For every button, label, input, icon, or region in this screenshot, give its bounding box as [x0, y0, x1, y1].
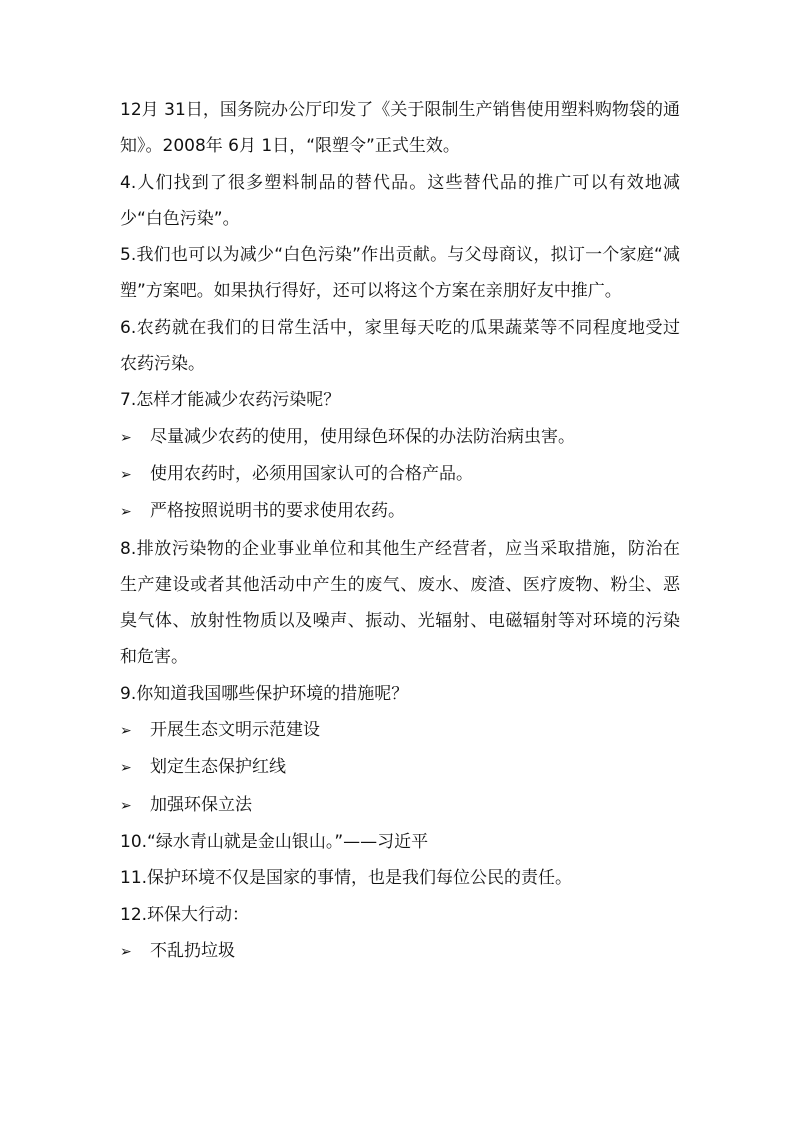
bullet-item	[120, 712, 680, 749]
arrow-bullet-icon: ➢	[120, 504, 132, 521]
bullet-text: 严格按照说明书的要求使用农药。	[150, 501, 405, 522]
arrow-bullet-icon: ➢	[120, 429, 132, 446]
bullet-text: 使用农药时，必须用国家认可的合格产品。	[150, 463, 473, 484]
paragraph-item-5: 5.我们也可以为减少“白色污染”作出贡献。与父母商议，拟订一个家庭“减塑”方案吧。如果执行得好，还可以将这个方案在亲朋好友中推广。	[120, 245, 680, 302]
paragraph-item-10-quote: 10.“绿水青山就是金山银山。”——习近平	[120, 831, 429, 852]
paragraph-item-6: 6.农药就在我们的日常生活中，家里每天吃的瓜果蔬菜等不同程度地受过农药污染。	[120, 317, 680, 375]
bullet-item	[120, 933, 680, 970]
bullet-item	[120, 456, 680, 493]
bullet-text: 尽量减少农药的使用，使用绿色环保的办法防治病虫害。	[150, 426, 575, 447]
bullet-text: 加强环保立法	[150, 794, 252, 815]
arrow-bullet-icon: ➢	[120, 797, 132, 814]
paragraph-item-8: 8.排放污染物的企业事业单位和其他生产经营者，应当采取措施，防治在生产建设或者其他活动中产生的废气、废水、废渣、医疗废物、粉尘、恶臭气体、放射性物质以及噪声、振动、光辐射、电磁辐射等对环境的污染和危害。	[120, 538, 680, 668]
paragraph-item-7: 7.怎样才能减少农药污染呢？	[120, 390, 341, 411]
paragraph-item-11: 11.保护环境不仅是国家的事情，也是我们每位公民的责任。	[120, 868, 573, 889]
paragraph-item-9: 9.你知道我国哪些保护环境的措施呢？	[120, 683, 409, 704]
bullet-text: 不乱扔垃圾	[150, 940, 235, 961]
bullet-item	[120, 493, 680, 530]
bullet-text: 划定生态保护红线	[150, 757, 286, 778]
document-body	[120, 92, 680, 970]
arrow-bullet-icon: ➢	[120, 466, 132, 483]
bullet-text: 开展生态文明示范建设	[150, 720, 320, 741]
arrow-bullet-icon: ➢	[120, 760, 132, 777]
paragraph-plastic-limit-order: 12月 31日，国务院办公厅印发了《关于限制生产销售使用塑料购物袋的通知》。2008年 6月 1日，“限塑令”正式生效。	[120, 100, 680, 157]
paragraph-item-4: 4.人们找到了很多塑料制品的替代品。这些替代品的推广可以有效地减少“白色污染”。	[120, 172, 680, 229]
arrow-bullet-icon: ➢	[120, 723, 132, 740]
paragraph-item-12: 12.环保大行动：	[120, 904, 250, 925]
bullet-item	[120, 787, 680, 824]
bullet-item	[120, 749, 680, 786]
arrow-bullet-icon: ➢	[120, 943, 132, 960]
bullet-item	[120, 419, 680, 456]
